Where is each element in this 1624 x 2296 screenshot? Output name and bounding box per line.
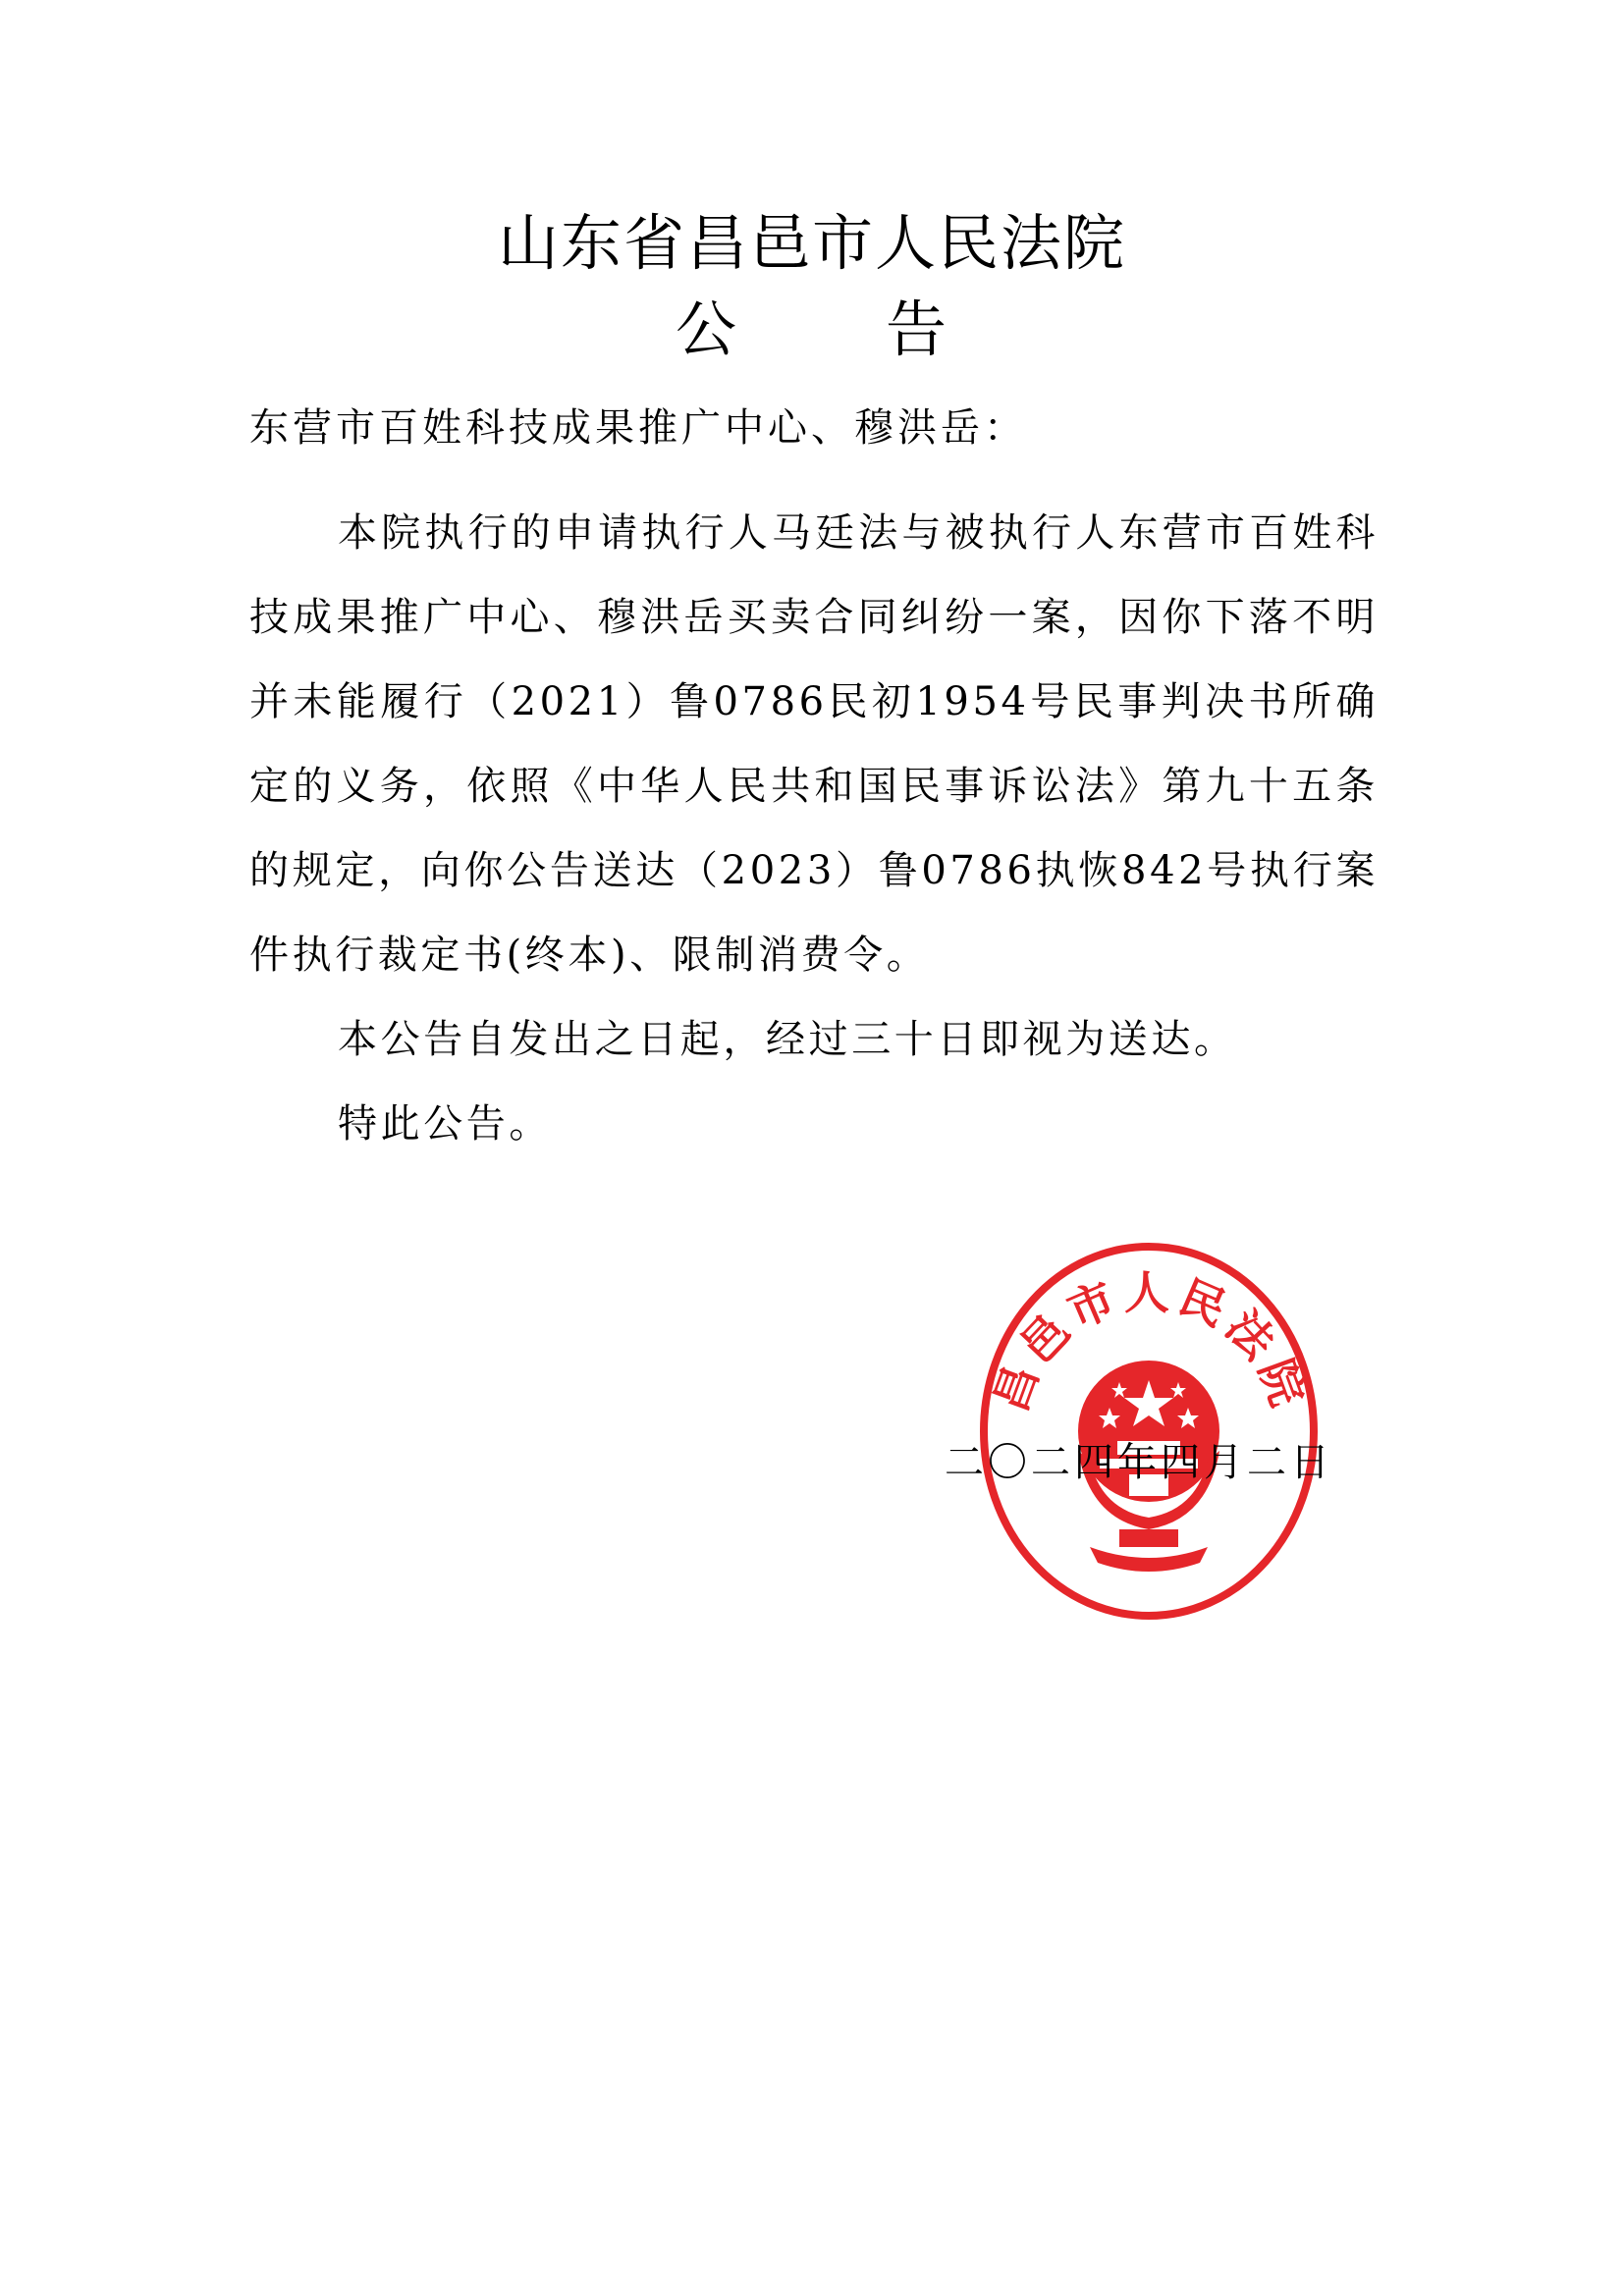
addressee-line: 东营市百姓科技成果推广中心、穆洪岳： (249, 405, 1027, 451)
document-type-heading (0, 291, 1624, 369)
doc-type-char-right: 告 (886, 294, 949, 365)
notice-paragraph-main: 本院执行的申请执行人马廷法与被执行人东营市百姓科技成果推广中心、穆洪岳买卖合同纠纷一案，因你下落不明并未能履行（2021）鲁0786民初1954号民事判决书所确定的义务，依照《中华人民共和国民事诉讼法》第九十五条的规定，向你公告送达（2023）鲁0786执恢842号执行案件执行裁定书(终本)、限制消费令。 (249, 510, 1379, 978)
notice-paragraph-effect: 本公告自发出之日起，经过三十日即视为送达。 (338, 1017, 1237, 1062)
court-name-heading: 山东省昌邑市人民法院 (497, 207, 1126, 279)
seal-text: 昌邑市人民法院 (983, 1265, 1317, 1419)
issue-date: 二〇二四年四月二日 (945, 1440, 1333, 1485)
notice-paragraph-closing: 特此公告。 (338, 1101, 552, 1147)
doc-type-char-left: 公 (675, 294, 738, 365)
court-seal (972, 1235, 1326, 1628)
notice-body (249, 491, 1379, 1166)
